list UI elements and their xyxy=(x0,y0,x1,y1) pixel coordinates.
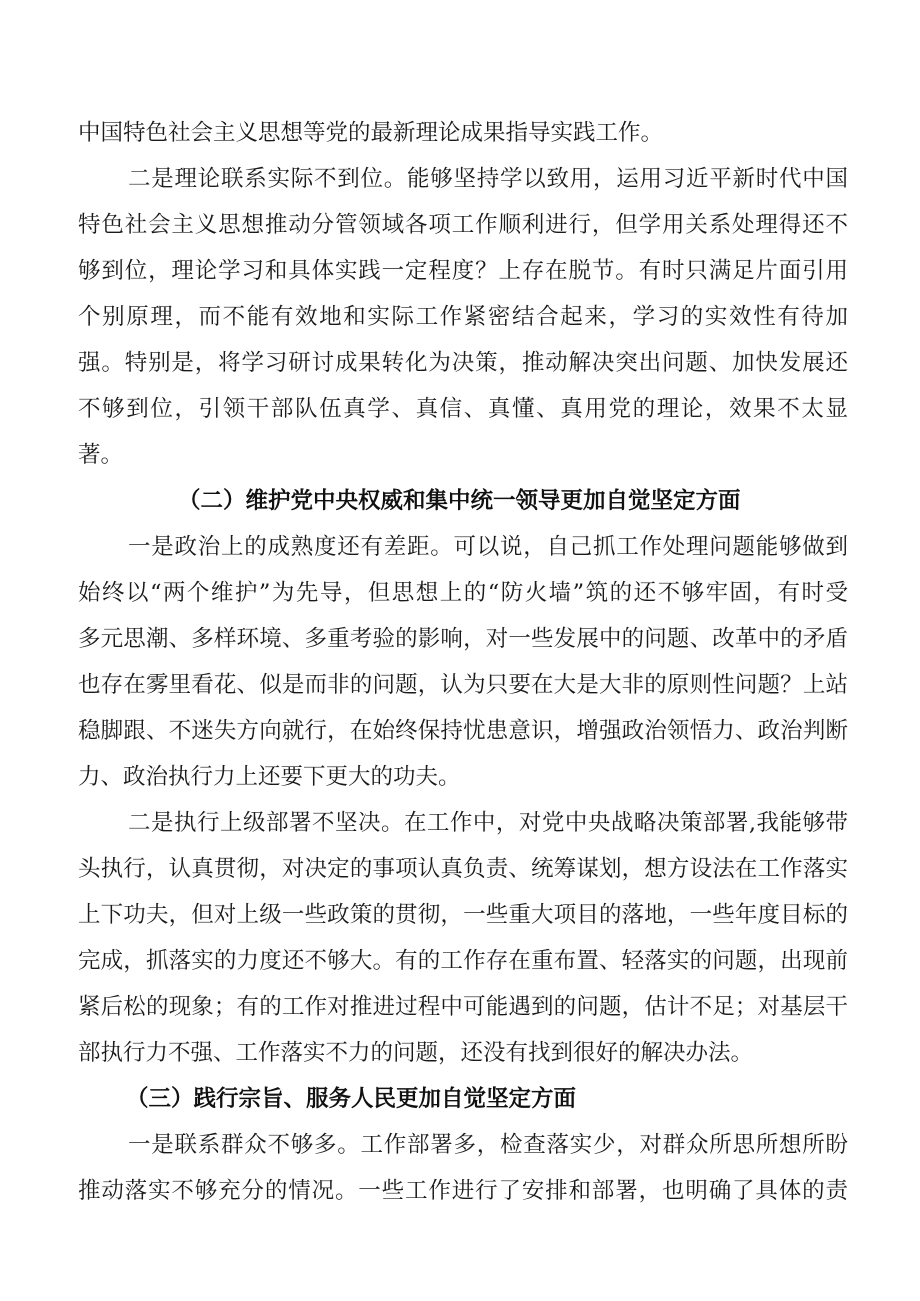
body-line: 稳脚跟、不迷失方向就行，在始终保持忧患意识，增强政治领悟力、政治判断 xyxy=(78,718,848,744)
body-line: 头执行，认真贯彻，对决定的事项认真负责、统筹谋划，想方设法在工作落实 xyxy=(78,856,848,882)
paragraph-first-line: 二是执行上级部署不坚决。在工作中，对党中央战略决策部署,我能够带 xyxy=(128,810,848,836)
paragraph-first-line: 一是政治上的成熟度还有差距。可以说，自己抓工作处理问题能够做到 xyxy=(128,534,848,560)
body-line: 中国特色社会主义思想等党的最新理论成果指导实践工作。 xyxy=(78,120,664,146)
paragraph-first-line: 一是联系群众不够多。工作部署多，检查落实少，对群众所思所想所盼 xyxy=(128,1132,848,1158)
body-line: 紧后松的现象；有的工作对推进过程中可能遇到的问题，估计不足；对基层干 xyxy=(78,994,848,1020)
body-line: 不够到位，引领干部队伍真学、真信、真懂、真用党的理论，效果不太显 xyxy=(78,396,848,422)
body-line: 多元思潮、多样环境、多重考验的影响，对一些发展中的问题、改革中的矛盾 xyxy=(78,626,848,652)
paragraph-first-line: 二是理论联系实际不到位。能够坚持学以致用，运用习近平新时代中国 xyxy=(128,166,848,192)
body-line: 也存在雾里看花、似是而非的问题，认为只要在大是大非的原则性问题？上站 xyxy=(78,672,848,698)
body-line: 上下功夫，但对上级一些政策的贯彻，一些重大项目的落地，一些年度目标的 xyxy=(78,902,848,928)
body-line: 完成，抓落实的力度还不够大。有的工作存在重布置、轻落实的问题，出现前 xyxy=(78,948,848,974)
body-line: 推动落实不够充分的情况。一些工作进行了安排和部署，也明确了具体的责 xyxy=(78,1178,848,1204)
body-line: 力、政治执行力上还要下更大的功夫。 xyxy=(78,764,461,790)
body-line: 著。 xyxy=(78,442,124,468)
body-line: 特色社会主义思想推动分管领域各项工作顺利进行，但学用关系处理得还不 xyxy=(78,212,848,238)
body-line: 部执行力不强、工作落实不力的问题，还没有找到很好的解决办法。 xyxy=(78,1040,754,1066)
body-line: 个别原理，而不能有效地和实际工作紧密结合起来，学习的实效性有待加 xyxy=(78,304,848,330)
section-heading: （二）维护党中央权威和集中统一领导更加自觉坚定方面 xyxy=(178,488,741,514)
body-line: 强。特别是，将学习研讨成果转化为决策，推动解决突出问题、加快发展还 xyxy=(78,350,848,376)
body-line: 始终以“两个维护”为先导，但思想上的“防火墙”筑的还不够牢固，有时受 xyxy=(78,580,848,606)
section-heading: （三）践行宗旨、服务人民更加自觉坚定方面 xyxy=(126,1086,577,1112)
body-line: 够到位，理论学习和具体实践一定程度？上存在脱节。有时只满足片面引用 xyxy=(78,258,848,284)
